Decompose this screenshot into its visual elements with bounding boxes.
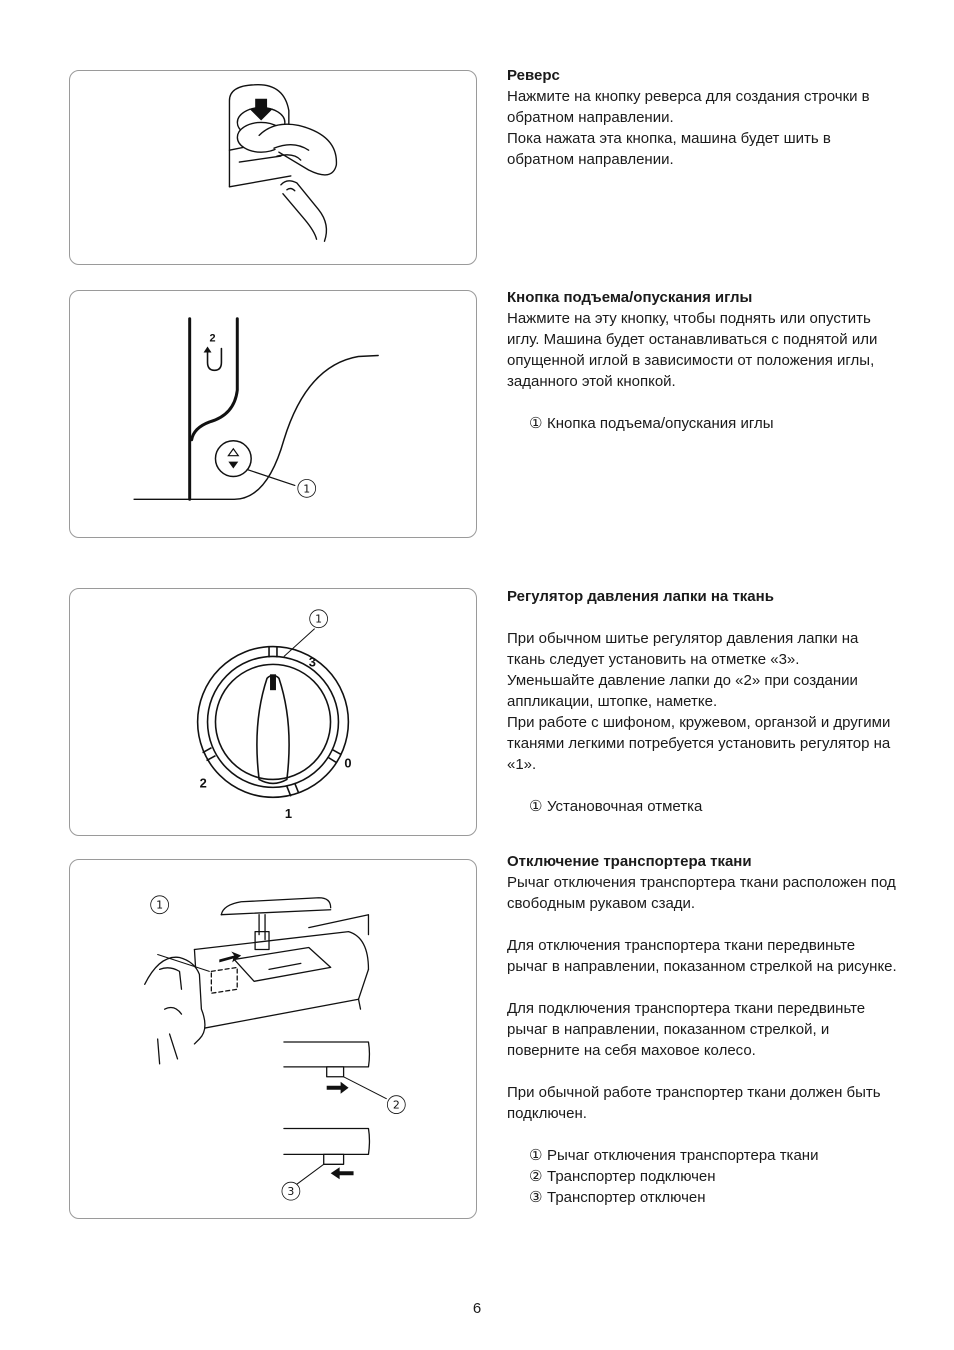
svg-text:3: 3 (287, 1185, 295, 1199)
needle-up-down-illustration (70, 291, 476, 537)
paragraph: Нажмите на кнопку реверса для создания строчки в обратном направлении. (507, 88, 870, 126)
dial-label-2: 2 (199, 775, 207, 791)
dial-label-0: 0 (344, 755, 352, 771)
section-title: Отключение транспортера ткани (507, 853, 752, 870)
paragraph: При обычной работе транспортер ткани должен быть подключен. (507, 1084, 881, 1122)
section-title: Реверс (507, 67, 560, 84)
paragraph: Рычаг отключения транспортера ткани расположен под свободным рукавом сзади. (507, 874, 896, 912)
legend-text: Рычаг отключения транспортера ткани (547, 1147, 819, 1164)
needle-symbol-number: 2 (209, 332, 216, 345)
dial-label-3: 3 (308, 654, 316, 670)
section-feed-dog (507, 851, 897, 1208)
svg-text:2: 2 (392, 1098, 400, 1112)
feed-dog-illustration (70, 860, 476, 1218)
paragraph: Для отключения транспортера ткани передвиньте рычаг в направлении, показанном стрелкой на рисунке. (507, 937, 897, 975)
pressure-dial-illustration (70, 589, 476, 835)
legend-item (529, 1187, 897, 1208)
dial-label-1: 1 (284, 806, 293, 822)
legend-text: Кнопка подъема/опускания иглы (547, 415, 774, 432)
figure-needle-up-down (69, 290, 477, 538)
paragraph: При обычном шитье регулятор давления лапки на ткань следует установить на отметке «3». (507, 630, 859, 668)
legend-number: ① (529, 1147, 543, 1164)
paragraph: Для подключения транспортера ткани передвиньте рычаг в направлении, показанном стрелкой, и поверните на себя маховое колесо. (507, 1000, 866, 1059)
legend-number: ① (529, 798, 543, 815)
section-reverse (507, 65, 897, 170)
svg-text:1: 1 (315, 612, 323, 626)
legend-text: Транспортер отключен (547, 1189, 706, 1206)
figure-reverse-button (69, 70, 477, 265)
paragraph: Пока нажата эта кнопка, машина будет шить в обратном направлении. (507, 130, 831, 168)
section-needle-button (507, 287, 897, 434)
figure-pressure-dial (69, 588, 477, 836)
paragraph: При работе с шифоном, кружевом, органзой и другими тканями легкими потребуется установить регулятор на «1». (507, 714, 891, 773)
legend-item (529, 413, 897, 434)
paragraph: Уменьшайте давление лапки до «2» при создании аппликации, штопке, наметке. (507, 672, 858, 710)
legend-item (529, 1145, 897, 1166)
reverse-button-illustration (70, 71, 476, 264)
svg-text:1: 1 (156, 898, 164, 912)
legend-number: ② (529, 1168, 543, 1185)
page-number: 6 (472, 1300, 482, 1317)
figure-feed-dog-lever (69, 859, 477, 1219)
legend-text: Установочная отметка (547, 798, 703, 815)
legend-item (529, 796, 897, 817)
paragraph: Нажмите на эту кнопку, чтобы поднять или опустить иглу. Машина будет останавливаться с поднятой или опущенной иглой в зависимости от положения иглы, заданного этой кнопкой. (507, 310, 878, 390)
svg-text:1: 1 (303, 482, 311, 496)
section-title: Регулятор давления лапки на ткань (507, 588, 774, 605)
legend-item (529, 1166, 897, 1187)
section-title: Кнопка подъема/опускания иглы (507, 289, 753, 306)
legend-number: ① (529, 415, 543, 432)
legend-text: Транспортер подключен (547, 1168, 716, 1185)
legend-number: ③ (529, 1189, 543, 1206)
section-pressure-dial (507, 586, 897, 817)
